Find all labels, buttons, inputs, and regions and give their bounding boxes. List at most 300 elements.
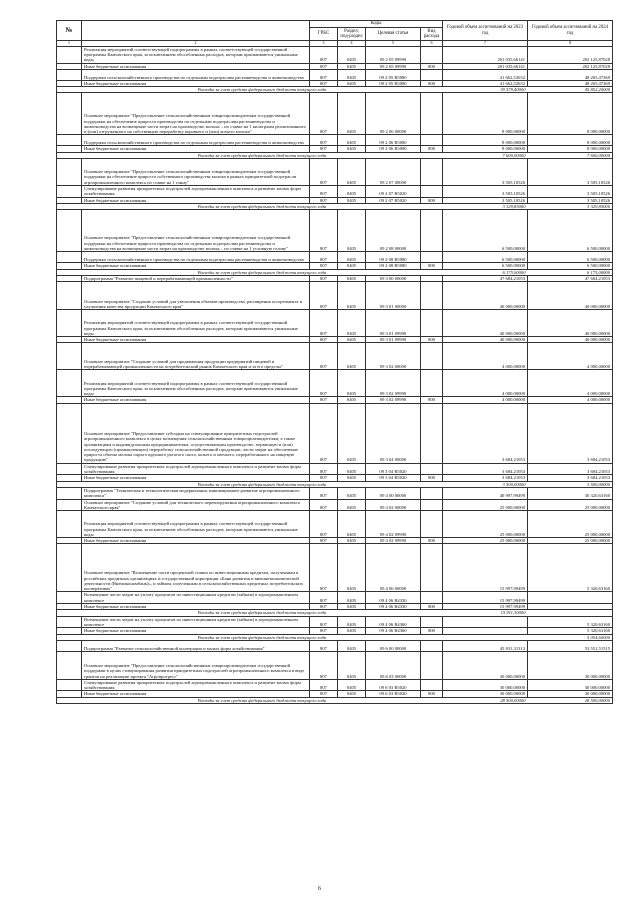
row-razdel: 0405 <box>338 80 366 86</box>
row-volume-2024: 5 320,63160 <box>528 628 613 634</box>
row-razdel: 0405 <box>338 263 366 269</box>
row-volume-2023: 40 997,99499 <box>443 487 528 499</box>
row-target: 09 4 06 R4360 <box>366 628 421 634</box>
row-number-cell <box>57 210 82 252</box>
row-number-cell <box>57 697 82 703</box>
row-description: Расходы за счет средств федерального бюджета текущего года <box>82 610 443 616</box>
row-number-cell <box>57 46 82 63</box>
table-row <box>57 463 613 475</box>
row-grbs: 807 <box>310 651 338 679</box>
row-volume-2023: 25 000,00000 <box>443 511 528 538</box>
row-description: Возмещение части затрат на уплату процентов по инвестиционным кредитам (займам) в агропромышленном комплексе <box>82 616 310 628</box>
row-grbs: 807 <box>310 691 338 697</box>
row-razdel: 0405 <box>338 487 366 499</box>
row-target: 09 3 01 09990 <box>366 310 421 337</box>
row-description: Подпрограмма "Развитие сельскохозяйственной кооперации и малых форм хозяйствования" <box>82 640 310 651</box>
row-grbs: 807 <box>310 538 338 544</box>
row-target: 09 4 06 R4330 <box>366 592 421 604</box>
row-razdel: 0405 <box>338 210 366 252</box>
row-grbs: 807 <box>310 80 338 86</box>
row-volume-2023: 3 684,21053 <box>443 475 528 481</box>
page-number: 6 <box>318 886 321 892</box>
row-description: Стимулирование развития приоритетных подотраслей агропромышленного комплекса и развитие малых форм хозяйствования <box>82 679 310 691</box>
row-vid <box>421 159 443 186</box>
column-number: 7 <box>443 41 528 47</box>
row-grbs: 807 <box>310 592 338 604</box>
row-volume-2023: 15 997,99499 <box>443 604 528 610</box>
row-description: Поддержка сельскохозяйственного производства по отдельным подотраслям растениеводства и животноводства <box>82 252 310 263</box>
row-volume-2023: 40 000,00000 <box>443 337 528 343</box>
row-number-cell <box>57 640 82 651</box>
row-target: 09 2 07 R5020 <box>366 186 421 198</box>
row-volume-2023: 15 911,30000 <box>443 610 528 616</box>
row-vid <box>421 69 443 80</box>
row-description: Иные бюджетные ассигнования <box>82 397 310 403</box>
row-razdel: 0405 <box>338 691 366 697</box>
row-description: Основное мероприятие "Создание условий для продвижения продукции предприятий пищевой и перерабатывающей промышленности на потребительский рынок Камчатского края и за его пределы" <box>82 343 310 370</box>
row-volume-2024: 3 684,21053 <box>528 475 613 481</box>
row-target: 09 3 01 09990 <box>366 337 421 343</box>
row-description: Основное мероприятие "Создание условий для увеличения объемов производства, расширения ассортимента и улучшения качества продукции Камчатского края" <box>82 282 310 310</box>
row-vid <box>421 403 443 463</box>
row-description: Иные бюджетные ассигнования <box>82 628 310 634</box>
row-volume-2024: 3 505,10526 <box>528 197 613 203</box>
row-target: 09 2 06 R5080 <box>366 146 421 152</box>
row-vid <box>421 135 443 146</box>
row-razdel: 0405 <box>338 275 366 281</box>
row-volume-2023: 47 684,21053 <box>443 275 528 281</box>
row-volume-2023: 6 500,00000 <box>443 210 528 252</box>
row-volume-2023: 6 175,00000 <box>443 269 528 275</box>
row-vid: 800 <box>421 628 443 634</box>
row-description: Возмещение части затрат на уплату процентов по инвестиционным кредитам (займам) в агропромышленном комплексе <box>82 592 310 604</box>
row-description: Иные бюджетные ассигнования <box>82 197 310 203</box>
row-number-cell <box>57 282 82 310</box>
row-grbs: 807 <box>310 275 338 281</box>
row-vid <box>421 511 443 538</box>
row-volume-2023: 40 000,00000 <box>443 282 528 310</box>
row-target: 09 4 02 09990 <box>366 511 421 538</box>
row-description: Стимулирование развития приоритетных подотраслей агропромышленного комплекса и развитие малых форм хозяйствования <box>82 186 310 198</box>
row-volume-2023: 8 000,00000 <box>443 135 528 146</box>
row-description: Основное мероприятие "Создание условий для технического перевооружения агропромышленного комплекса Камчатского края" <box>82 499 310 511</box>
row-volume-2024: 7 600,00000 <box>528 152 613 158</box>
row-target: 09 4 06 00000 <box>366 544 421 592</box>
row-target: 09 3 00 00000 <box>366 275 421 281</box>
row-target: 09 2 06 00000 <box>366 93 421 135</box>
budget-table <box>56 20 613 704</box>
row-description: Иные бюджетные ассигнования <box>82 263 310 269</box>
row-vid <box>421 186 443 198</box>
table-row <box>57 135 613 146</box>
row-target: 09 2 08 00000 <box>366 210 421 252</box>
row-razdel: 0405 <box>338 69 366 80</box>
row-volume-2024: 30 000,00000 <box>528 691 613 697</box>
row-vid: 800 <box>421 63 443 69</box>
row-razdel: 0405 <box>338 475 366 481</box>
row-volume-2024: 25 000,00000 <box>528 538 613 544</box>
table-row <box>57 210 613 252</box>
row-razdel: 0405 <box>338 46 366 63</box>
table-row <box>57 487 613 499</box>
row-number-cell <box>57 159 82 186</box>
row-volume-2023: 39 579,40000 <box>443 87 528 93</box>
row-volume-2023: 201 035,66141 <box>443 46 528 63</box>
row-volume-2024: 40 000,00000 <box>528 310 613 337</box>
row-target: 09 4 06 R4360 <box>366 616 421 628</box>
row-volume-2023: 4 000,00000 <box>443 397 528 403</box>
row-description: Расходы за счет средств федерального бюджета текущего года <box>82 152 443 158</box>
row-target: 09 4 06 R4330 <box>366 604 421 610</box>
row-razdel: 0405 <box>338 159 366 186</box>
row-vid: 800 <box>421 397 443 403</box>
row-volume-2024: 6 500,00000 <box>528 252 613 263</box>
table-row <box>57 640 613 651</box>
row-target: 09 2 07 R5020 <box>366 197 421 203</box>
row-volume-2023: 3 505,10526 <box>443 159 528 186</box>
row-volume-2024: 8 000,00000 <box>528 146 613 152</box>
table-row <box>57 544 613 592</box>
row-volume-2024: 40 000,00000 <box>528 337 613 343</box>
row-grbs: 807 <box>310 135 338 146</box>
row-razdel: 0405 <box>338 370 366 397</box>
row-description: Реализация мероприятий соответствующей подпрограммы в рамках соответствующей государственной программы Камчатского края, за исключением обособленных расходов, которым присваиваются уникальные коды <box>82 370 310 397</box>
row-number-cell <box>57 343 82 370</box>
table-row <box>57 370 613 397</box>
row-description: Основное мероприятие "Возмещение части процентной ставки по инвестиционным кредитам, полученным в российских кредитных организациях и государственной корпорации «Банк развития и внешнеэкономической деятельности (Внешэкономбанк)», и займам, полученным в сельскохозяйственных кредитных потребительских кооперативах" <box>82 544 310 592</box>
row-razdel: 0405 <box>338 538 366 544</box>
row-volume-2024: 3 684,21053 <box>528 463 613 475</box>
row-volume-2024: 4 000,00000 <box>528 370 613 397</box>
column-number: 5 <box>366 41 421 47</box>
row-target: 09 6 03 R5020 <box>366 691 421 697</box>
header-description <box>82 21 310 41</box>
row-number-cell <box>57 186 82 198</box>
row-volume-2023: 30 000,00000 <box>443 691 528 697</box>
row-number-cell <box>57 499 82 511</box>
row-grbs: 807 <box>310 263 338 269</box>
table-header <box>57 21 613 47</box>
row-vid: 800 <box>421 691 443 697</box>
row-grbs: 807 <box>310 310 338 337</box>
row-target: 09 2 05 R5080 <box>366 80 421 86</box>
row-volume-2024: 48 265,47369 <box>528 80 613 86</box>
row-razdel: 0405 <box>338 592 366 604</box>
row-volume-2023: 6 500,00000 <box>443 252 528 263</box>
row-grbs: 807 <box>310 46 338 63</box>
table-row <box>57 343 613 370</box>
row-volume-2024: 202 125,87028 <box>528 46 613 63</box>
row-razdel: 0405 <box>338 651 366 679</box>
row-target: 09 2 05 R5080 <box>366 69 421 80</box>
row-vid <box>421 310 443 337</box>
row-volume-2023: 15 997,99499 <box>443 544 528 592</box>
row-volume-2023: 3 684,21053 <box>443 403 528 463</box>
row-volume-2023: 3 500,00000 <box>443 481 528 487</box>
row-target: 09 2 05 09990 <box>366 46 421 63</box>
row-description: Реализация мероприятий соответствующей подпрограммы в рамках соответствующей государственной программы Камчатского края, за исключением обособленных расходов, которым присваиваются уникальные коды <box>82 46 310 63</box>
row-volume-2024: 3 505,10526 <box>528 159 613 186</box>
row-grbs: 807 <box>310 679 338 691</box>
row-vid <box>421 592 443 604</box>
table-row <box>57 616 613 628</box>
row-description: Основное мероприятие "Предоставление сельскохозяйственным товаропроизводителям государственной поддержки на обеспечение прироста производства по отдельным подотраслям растениеводства и животноводства на возмещение части затрат на производство молока – по ставке на 1 килограмм реализованного и (или) отгруженного на собственную переработку коровьего и (или) козьего молока" <box>82 93 310 135</box>
row-description: Иные бюджетные ассигнования <box>82 691 310 697</box>
row-vid <box>421 544 443 592</box>
row-volume-2024: 202 125,87028 <box>528 63 613 69</box>
table-row <box>57 46 613 63</box>
row-volume-2023: 3 329,85000 <box>443 203 528 209</box>
header-razdel: Раздел, под-раздел <box>338 28 366 41</box>
row-target: 09 4 00 00000 <box>366 487 421 499</box>
row-target: 09 4 02 00000 <box>366 499 421 511</box>
header-target: Целевая статья <box>366 28 421 41</box>
row-vid <box>421 679 443 691</box>
row-grbs: 807 <box>310 640 338 651</box>
header-number: № <box>57 21 82 41</box>
table-row <box>57 159 613 186</box>
row-volume-2023: 8 000,00000 <box>443 146 528 152</box>
column-number: 4 <box>338 41 366 47</box>
row-description: Основное мероприятие "Предоставление сельскохозяйственным товаропроизводителям государственной поддержки на обеспечение прироста собственного производства молока в рамках приоритетной подотрасли агропромышленного комплекса по ставке на 1 тонну" <box>82 159 310 186</box>
row-target: 09 3 02 00000 <box>366 343 421 370</box>
row-volume-2024: 30 000,00000 <box>528 651 613 679</box>
row-number-cell <box>57 252 82 263</box>
row-volume-2024: 30 000,00000 <box>528 679 613 691</box>
row-number-cell <box>57 487 82 499</box>
row-razdel: 0405 <box>338 499 366 511</box>
row-grbs: 807 <box>310 403 338 463</box>
header-volume-2023: Годовой объем ассигнований на 2023 год <box>443 21 528 41</box>
row-number-cell <box>57 592 82 604</box>
row-vid: 800 <box>421 80 443 86</box>
row-volume-2024: 4 000,00000 <box>528 343 613 370</box>
row-target: 09 2 07 00000 <box>366 159 421 186</box>
row-vid <box>421 640 443 651</box>
row-description: Расходы за счет средств федерального бюджета текущего года <box>82 87 443 93</box>
row-number-cell <box>57 651 82 679</box>
row-volume-2024: 3 505,10526 <box>528 186 613 198</box>
row-volume-2023: 28 500,00000 <box>443 697 528 703</box>
row-razdel: 0405 <box>338 616 366 628</box>
table-row <box>57 511 613 538</box>
row-number-cell <box>57 135 82 146</box>
row-razdel: 0405 <box>338 640 366 651</box>
row-razdel: 0405 <box>338 186 366 198</box>
row-volume-2024: 8 000,00000 <box>528 135 613 146</box>
row-description: Иные бюджетные ассигнования <box>82 337 310 343</box>
row-volume-2023: 7 600,00000 <box>443 152 528 158</box>
row-description: Подпрограмма "Техническая и технологическая модернизация, инновационное развитие агропромышленного комплекса" <box>82 487 310 499</box>
row-razdel: 0405 <box>338 93 366 135</box>
row-grbs: 807 <box>310 63 338 69</box>
row-description: Расходы за счет средств федерального бюджета текущего года <box>82 203 443 209</box>
row-volume-2024: 28 500,00000 <box>528 697 613 703</box>
row-volume-2023: 3 684,21053 <box>443 463 528 475</box>
row-razdel: 0405 <box>338 679 366 691</box>
row-number-cell <box>57 544 82 592</box>
row-grbs: 807 <box>310 487 338 499</box>
row-volume-2024: 45 852,20000 <box>528 87 613 93</box>
row-number-cell <box>57 511 82 538</box>
row-razdel: 0405 <box>338 604 366 610</box>
row-grbs: 807 <box>310 69 338 80</box>
row-volume-2024: 25 000,00000 <box>528 511 613 538</box>
row-grbs: 807 <box>310 186 338 198</box>
row-grbs: 807 <box>310 282 338 310</box>
table-row <box>57 252 613 263</box>
row-target: 09 2 08 R5080 <box>366 252 421 263</box>
row-vid: 800 <box>421 197 443 203</box>
table-row <box>57 93 613 135</box>
row-target: 09 6 03 R5020 <box>366 679 421 691</box>
row-target: 09 2 08 R5080 <box>366 263 421 269</box>
row-description: Поддержка сельскохозяйственного производства по отдельным подотраслям растениеводства и животноводства <box>82 135 310 146</box>
row-vid <box>421 282 443 310</box>
row-description: Иные бюджетные ассигнования <box>82 475 310 481</box>
row-description: Основное мероприятие "Предоставление сельскохозяйственным товаропроизводителям государственной поддержки в целях стимулирования развития приоритетных подотраслей агропромышленного комплекса в виде грантов на реализацию проекта "Агропрогресс" <box>82 651 310 679</box>
row-target: 09 2 05 09990 <box>366 63 421 69</box>
table-row <box>57 186 613 198</box>
row-volume-2023: 8 000,00000 <box>443 93 528 135</box>
row-volume-2023: 6 500,00000 <box>443 263 528 269</box>
row-number-cell <box>57 370 82 397</box>
row-number-cell <box>57 310 82 337</box>
row-grbs: 807 <box>310 343 338 370</box>
row-grbs: 807 <box>310 397 338 403</box>
row-grbs: 807 <box>310 197 338 203</box>
row-volume-2023: 25 000,00000 <box>443 499 528 511</box>
row-description: Иные бюджетные ассигнования <box>82 538 310 544</box>
row-number-cell <box>57 403 82 463</box>
row-target: 09 6 00 00000 <box>366 640 421 651</box>
row-volume-2024: 40 000,00000 <box>528 282 613 310</box>
row-vid <box>421 46 443 63</box>
table-row <box>57 651 613 679</box>
row-vid <box>421 370 443 397</box>
row-volume-2023: 30 000,00000 <box>443 651 528 679</box>
row-volume-2023: 201 035,66141 <box>443 63 528 69</box>
row-volume-2024: 5 320,63160 <box>528 544 613 592</box>
row-grbs: 807 <box>310 604 338 610</box>
row-volume-2024: 25 000,00000 <box>528 499 613 511</box>
row-description: Основное мероприятие "Предоставление сельскохозяйственным товаропроизводителям государственной поддержки на обеспечение прироста производства по отдельным подотраслям растениеводства и животноводства на возмещение части затрат на производство молока – по ставке на 1 условную голову" <box>82 210 310 252</box>
row-description: Стимулирование развития приоритетных подотраслей агропромышленного комплекса и развитие малых форм хозяйствования <box>82 463 310 475</box>
row-grbs: 807 <box>310 93 338 135</box>
row-volume-2023: 3 505,10526 <box>443 197 528 203</box>
row-volume-2024: 5 054,60000 <box>528 634 613 640</box>
row-razdel: 0405 <box>338 63 366 69</box>
row-volume-2023: 40 000,00000 <box>443 310 528 337</box>
row-grbs: 807 <box>310 628 338 634</box>
federal-source-row <box>57 697 613 703</box>
row-vid <box>421 252 443 263</box>
row-description: Иные бюджетные ассигнования <box>82 146 310 152</box>
row-volume-2024: 3 329,85000 <box>528 203 613 209</box>
row-target: 09 2 06 R5080 <box>366 135 421 146</box>
row-volume-2023: 25 000,00000 <box>443 538 528 544</box>
row-description: Расходы за счет средств федерального бюджета текущего года <box>82 634 443 640</box>
row-volume-2023: 41 662,52632 <box>443 80 528 86</box>
row-volume-2024: 47 684,21053 <box>528 275 613 281</box>
row-vid: 800 <box>421 146 443 152</box>
row-volume-2023: 4 000,00000 <box>443 343 528 370</box>
row-razdel: 0405 <box>338 628 366 634</box>
row-razdel: 0405 <box>338 544 366 592</box>
row-description: Поддержка сельскохозяйственного производства по отдельным подотраслям растениеводства и животноводства <box>82 69 310 80</box>
row-target: 09 3 02 09990 <box>366 370 421 397</box>
row-description: Иные бюджетные ассигнования <box>82 80 310 86</box>
row-grbs: 807 <box>310 544 338 592</box>
row-number-cell <box>57 69 82 80</box>
row-razdel: 0405 <box>338 135 366 146</box>
row-razdel: 0405 <box>338 397 366 403</box>
row-vid: 800 <box>421 337 443 343</box>
row-target: 09 3 04 R5020 <box>366 475 421 481</box>
table-body <box>57 46 613 703</box>
row-number-cell <box>57 93 82 135</box>
row-grbs: 807 <box>310 475 338 481</box>
row-grbs: 807 <box>310 146 338 152</box>
row-description: Подпрограмма "Развитие пищевой и перерабатывающей промышленности" <box>82 275 310 281</box>
table-row <box>57 69 613 80</box>
row-razdel: 0405 <box>338 337 366 343</box>
row-grbs: 807 <box>310 499 338 511</box>
row-volume-2024: 3 500,00000 <box>528 481 613 487</box>
row-razdel: 0405 <box>338 511 366 538</box>
row-target: 09 3 02 09990 <box>366 397 421 403</box>
row-vid: 800 <box>421 263 443 269</box>
table-row <box>57 282 613 310</box>
row-volume-2023: 41 662,52632 <box>443 69 528 80</box>
column-number: 3 <box>310 41 338 47</box>
row-volume-2024: 3 684,21053 <box>528 403 613 463</box>
row-grbs: 807 <box>310 159 338 186</box>
row-volume-2023 <box>443 616 528 628</box>
row-volume-2024: 4 000,00000 <box>528 397 613 403</box>
document-page <box>56 20 612 704</box>
row-number-cell <box>57 679 82 691</box>
row-volume-2023: 15 997,99499 <box>443 592 528 604</box>
row-target: 09 6 03 00000 <box>366 651 421 679</box>
row-vid <box>421 616 443 628</box>
column-number: 8 <box>528 41 613 47</box>
row-volume-2024: 53 551,51515 <box>528 640 613 651</box>
table-row <box>57 403 613 463</box>
row-volume-2024 <box>528 592 613 604</box>
row-target: 09 3 01 00000 <box>366 282 421 310</box>
row-vid: 800 <box>421 538 443 544</box>
column-number: 6 <box>421 41 443 47</box>
row-number-cell <box>57 616 82 628</box>
row-vid <box>421 463 443 475</box>
row-vid: 800 <box>421 475 443 481</box>
row-volume-2024: 6 500,00000 <box>528 210 613 252</box>
row-number-cell <box>57 463 82 475</box>
row-grbs: 807 <box>310 210 338 252</box>
row-target: 09 3 04 R5020 <box>366 463 421 475</box>
row-volume-2023: 4 000,00000 <box>443 370 528 397</box>
header-grbs: ГРБС <box>310 28 338 41</box>
row-grbs: 807 <box>310 337 338 343</box>
row-grbs: 807 <box>310 616 338 628</box>
row-grbs: 807 <box>310 370 338 397</box>
row-grbs: 807 <box>310 252 338 263</box>
row-description: Расходы за счет средств федерального бюджета текущего года <box>82 697 443 703</box>
row-description: Реализация мероприятий соответствующей подпрограммы в рамках соответствующей государственной программы Камчатского края, за исключением обособленных расходов, которым присваиваются уникальные коды <box>82 310 310 337</box>
column-number: 1 <box>57 41 82 47</box>
header-codes-group: Коды <box>310 21 443 28</box>
